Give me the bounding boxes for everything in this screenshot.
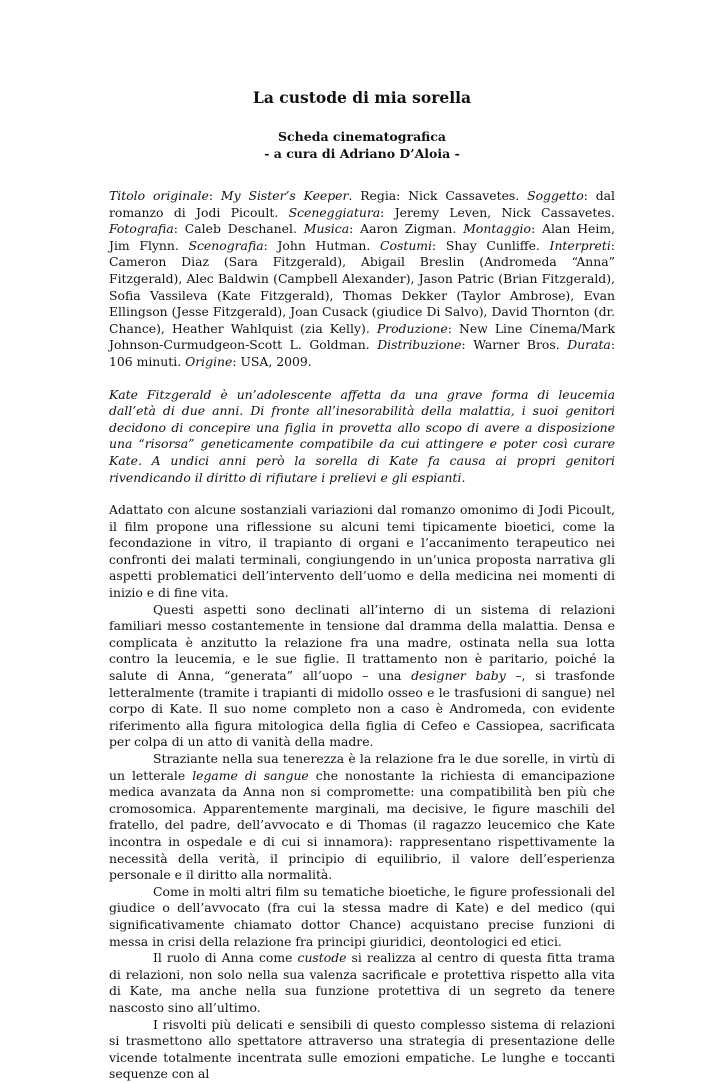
credit-value: Caleb Deschanel. bbox=[184, 221, 304, 237]
italic-text: custode bbox=[297, 950, 347, 966]
paragraph bbox=[109, 602, 615, 751]
document-subtitle bbox=[0, 128, 724, 162]
credit-label: Montaggio bbox=[463, 221, 531, 237]
credit-value: Jeremy Leven, Nick Cassavetes. bbox=[394, 204, 615, 220]
credit-value: Cameron Diaz (Sara Fitzgerald), Abigail Breslin (Andromeda “Anna” Fitzgerald), Alec Baldwin (Campbell Alexander), Jason Patric (Brian Fitzgerald), Sofia Vassileva (Kate Fitzgerald), Thomas Dekker (Taylor Ambrose), Evan Ellingson (Jesse Fitzgerald), Joan Cusack (giudice Di Salvo), David Thornton (dr. Chance), Heather Wahlquist (zia Kelly). bbox=[109, 254, 615, 336]
film-synopsis: Kate Fitzgerald è un’adolescente affetta da una grave forma di leucemia dall’età di due anni. Di fronte all’inesorabilità della malattia, i suoi genitori decidono di concepire una figlia in provetta allo scopo di avere a disposizione una “risorsa” geneticamente compatibile da cui attingere e poter così curare Kate. A undici anni però la sorella di Kate fa causa ai propri genitori rivendicando il diritto di rifiutare i prelievi e gli espianti. bbox=[109, 386, 615, 485]
paragraph-text: I risvolti più delicati e sensibili di questo complesso sistema di relazioni si trasmettono allo spettatore attraverso una strategia di presentazione delle vicende totalmente incentrata sulle emozioni empatiche. Le lunghe e toccanti sequenze con al bbox=[109, 1016, 615, 1082]
credit-text: . Regia: Nick Cassavetes. bbox=[348, 188, 528, 203]
italic-text: designer baby bbox=[411, 668, 506, 684]
credit-label: Sceneggiatura bbox=[288, 204, 381, 220]
credit-value: 106 minuti. bbox=[109, 353, 186, 369]
credit-value: John Hutman. bbox=[277, 237, 381, 253]
review-text bbox=[109, 502, 615, 1083]
paragraph-text: Come in molti altri film su tematiche bioetiche, le figure professionali del giudice o dell’avvocato (fra cui la stessa madre di Kate) e del medico (qui significativamente chiamato dottor Chance) acquistano precise funzioni di messa in crisi della relazione fra principi giuridici, deontologici ed etici. bbox=[109, 883, 615, 949]
paragraph bbox=[109, 950, 615, 1016]
credit-value: USA, 2009. bbox=[240, 353, 312, 369]
credit-label: Costumi bbox=[380, 237, 433, 253]
paragraph-text: si realizza al centro di questa fitta trama di relazioni, non solo nella sua valenza sacrificale e protettiva rispetto alla vita di Kate, ma anche nella sua funzione protettiva di un segreto da tenere nascosto sino all’ultimo. bbox=[109, 950, 615, 1015]
paragraph-text: –, si trasfonde letteralmente (tramite i trapianti di midollo osseo e le trasfusioni di sangue) nel corpo di Kate. Il suo nome completo non a caso è Andromeda, con evidente riferimento alla figura mitologica della figlia di Cefeo e Cassiopea, sacrificata per colpa di un atto di vanità della madre. bbox=[109, 668, 615, 750]
credit-value: Aaron Zigman. bbox=[360, 221, 464, 237]
credit-value: Alan Heim, Jim Flynn. bbox=[109, 221, 615, 253]
paragraph-text: Straziante nella sua tenerezza è la relazione fra le due sorelle, in virtù di un letterale bbox=[109, 751, 615, 783]
paragraph-text: Adattato con alcune sostanziali variazioni dal romanzo omonimo di Jodi Picoult, il film propone una riflessione su alcuni temi tipicamente bioetici, come la fecondazione in vitro, il trapianto di organi e l’accanimento terapeutico nei confronti dei malati terminali, congiungendo in un’unica proposta narrativa gli aspetti problematici dell’intervento dell’uomo e della medicina nei momenti di inizio e di fine vita. bbox=[109, 502, 615, 601]
credit-label: Origine bbox=[185, 353, 233, 369]
subtitle-line-1: Scheda cinematografica bbox=[278, 129, 446, 144]
subtitle-line-2: - a cura di Adriano D’Aloia - bbox=[264, 146, 460, 161]
document-title: La custode di mia sorella bbox=[252, 88, 472, 107]
credit-label: Fotografia bbox=[109, 221, 174, 237]
paragraph-text: Questi aspetti sono declinati all’interno di un sistema di relazioni familiari messo costantemente in tensione dal dramma della malattia. Densa e complicata è anzitutto la relazione fra una madre, ostinata nella sua lotta contro la leucemia, e le sue figlie. Il trattamento non è paritario, poiché la salute di Anna, “generata” all’uopo – una bbox=[109, 601, 615, 684]
document-body bbox=[109, 188, 615, 1083]
credit-value: Shay Cunliffe. bbox=[445, 237, 550, 253]
credit-label: Musica bbox=[303, 221, 350, 237]
paragraph-text: Il ruolo di Anna come bbox=[153, 950, 298, 966]
credit-value: Warner Bros. bbox=[473, 337, 568, 353]
paragraph bbox=[109, 1017, 615, 1083]
film-credits: Titolo originale: My Sister’s Keeper. Regia: Nick Cassavetes. Soggetto: dal romanzo di Jodi Picoult. Sceneggiatura: Jeremy Leven, Nick Cassavetes. Fotografia: Caleb Deschanel. Musica: Aaron Zigman. Montaggio: Alan Heim, Jim Flynn. Scenografia: John Hutman. Costumi: Shay Cunliffe. Interpreti: Cameron Diaz (Sara Fitzgerald), Abigail Breslin (Andromeda “Anna” Fitzgerald), Alec Baldwin (Campbell Alexander), Jason Patric (Brian Fitzgerald), Sofia Vassileva (Kate Fitzgerald), Thomas Dekker (Taylor Ambrose), Evan Ellingson (Jesse Fitzgerald), Joan Cusack (giudice Di Salvo), David Thornton (dr. Chance), Heather Wahlquist (zia Kelly). Produzione: New Line Cinema/Mark Johnson-Curmudgeon-Scott L. Goldman. Distribuzione: Warner Bros. Durata: 106 minuti. Origine: USA, 2009. bbox=[109, 188, 616, 369]
credit-label: Scenografia bbox=[188, 237, 264, 253]
credit-label: Produzione bbox=[376, 320, 448, 336]
credit-value: dal romanzo di Jodi Picoult. bbox=[109, 188, 616, 220]
paragraph bbox=[109, 751, 615, 884]
paragraph-text: che nonostante la richiesta di emancipazione medica avanzata da Anna non si compromette: una compatibilità ben più che cromosomica. Apparentemente marginali, ma decisive, le figure maschili del fratello, del padre, dell’avvocato e di Thomas (il ragazzo leucemico che Kate incontra in ospedale e di cui si innamora): rappresentano rispettivamente la necessità della verità, il principio di equilibrio, il valore dell’esperienza personale e il diritto alla normalità. bbox=[109, 767, 615, 883]
credit-label: Interpreti bbox=[549, 237, 611, 253]
credit-value: My Sister’s Keeper bbox=[220, 188, 349, 203]
credit-label: Soggetto bbox=[527, 188, 584, 203]
credit-label: Distribuzione bbox=[377, 337, 462, 353]
credit-label: Durata bbox=[567, 337, 611, 353]
paragraph bbox=[109, 884, 615, 950]
credit-label: Titolo originale bbox=[109, 188, 209, 203]
italic-text: legame di sangue bbox=[192, 767, 309, 783]
credit-value: New Line Cinema/Mark Johnson-Curmudgeon-Scott L. Goldman. bbox=[109, 320, 615, 353]
paragraph bbox=[109, 502, 615, 602]
